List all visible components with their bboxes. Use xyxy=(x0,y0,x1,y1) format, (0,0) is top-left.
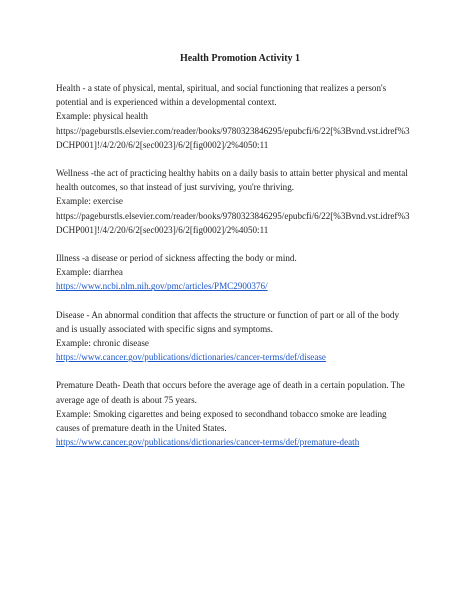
text-line: causes of premature death in the United States. xyxy=(56,423,227,434)
illness-source-link[interactable]: https://www.ncbi.nlm.nih.gov/pmc/articles/PMC2900376/ xyxy=(56,281,268,292)
text-line: Example: exercise xyxy=(56,196,123,207)
premature-death-source-link[interactable]: https://www.cancer.gov/publications/dictionaries/cancer-terms/def/premature-death xyxy=(56,437,360,448)
text-line: health outcomes, so that instead of just surviving, you're thriving. xyxy=(56,182,295,193)
text-line: DCHP001]!/4/2/20/6/2[sec0023]/6/2[fig0002]/2%4050:11 xyxy=(56,139,269,150)
entry-wellness xyxy=(56,166,422,237)
text-line: Disease - An abnormal condition that affects the structure or function of part or all of the body xyxy=(56,309,400,320)
text-line: Wellness -the act of practicing healthy habits on a daily basis to attain better physical and mental xyxy=(56,168,408,179)
text-line: https://pageburstls.elsevier.com/reader/books/9780323846295/epubcfi/6/22[%3Bvnd.vst.idref%3 xyxy=(56,210,410,221)
text-line: Example: diarrhea xyxy=(56,267,123,278)
text-line: Example: physical health xyxy=(56,111,148,122)
entry-health xyxy=(56,81,422,152)
disease-source-link[interactable]: https://www.cancer.gov/publications/dictionaries/cancer-terms/def/disease xyxy=(56,352,326,363)
text-line: Example: chronic disease xyxy=(56,338,149,349)
text-line: Illness -a disease or period of sickness affecting the body or mind. xyxy=(56,253,297,264)
document-title: Health Promotion Activity 1 xyxy=(179,53,301,64)
text-line: DCHP001]!/4/2/20/6/2[sec0023]/6/2[fig0002]/2%4050:11 xyxy=(56,224,269,235)
text-line: average age of death is about 75 years. xyxy=(56,394,197,405)
text-line: https://pageburstls.elsevier.com/reader/books/9780323846295/epubcfi/6/22[%3Bvnd.vst.idref%3 xyxy=(56,125,410,136)
entry-illness xyxy=(56,251,422,294)
text-line: potential and is experienced within a developmental context. xyxy=(56,97,277,108)
entry-premature-death xyxy=(56,378,422,449)
text-line: Example: Smoking cigarettes and being exposed to secondhand tobacco smoke are leading xyxy=(56,408,387,419)
entry-disease xyxy=(56,308,422,365)
text-line: and is usually associated with specific signs and symptoms. xyxy=(56,323,273,334)
text-line: Premature Death- Death that occurs before the average age of death in a certain population. The xyxy=(56,380,405,391)
text-line: Health - a state of physical, mental, spiritual, and social functioning that realizes a person's xyxy=(56,83,387,93)
